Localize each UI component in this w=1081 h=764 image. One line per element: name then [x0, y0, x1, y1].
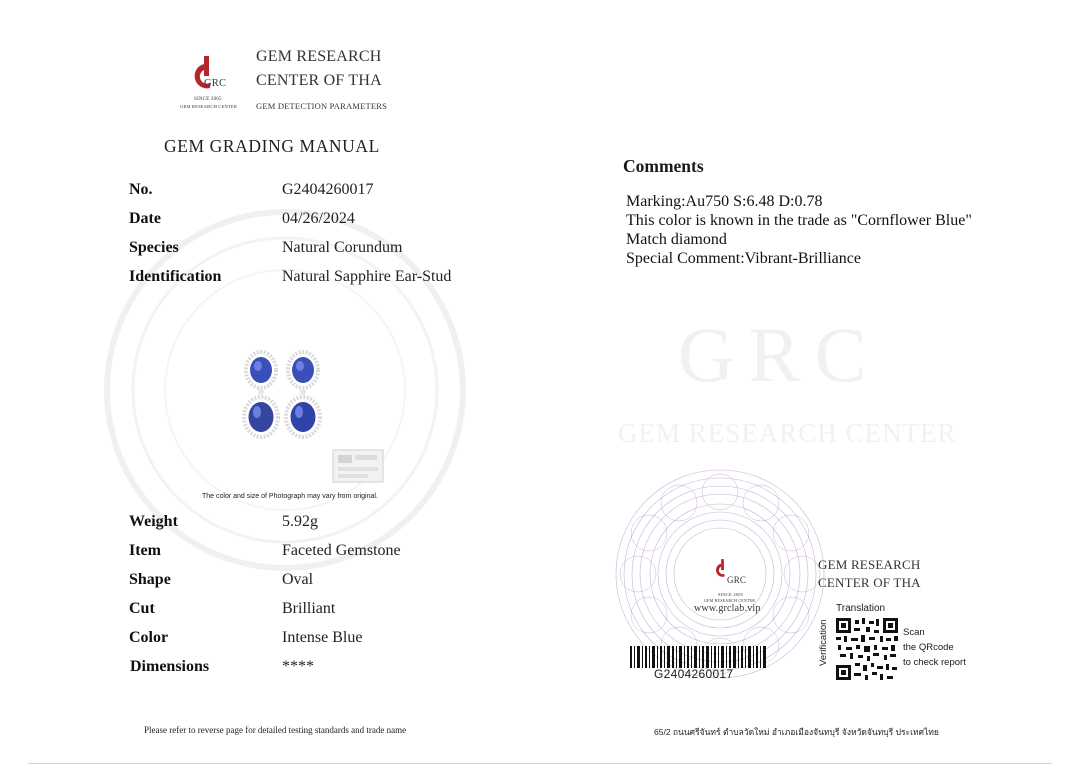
scan-line-1: Scan [903, 627, 925, 638]
footer-left-note: Please refer to reverse page for detailed testing standards and trade name [144, 725, 407, 735]
comment-line-3: Match diamond [626, 231, 727, 248]
label-date: Date [129, 210, 161, 227]
org-subtitle: GEM DETECTION PARAMETERS [256, 101, 388, 111]
org-name-line1: GEM RESEARCH [256, 48, 382, 65]
barcode [630, 646, 766, 668]
label-weight: Weight [129, 513, 178, 530]
seal-logo-center: GEM RESEARCH CENTER [704, 598, 756, 603]
comment-line-2: This color is known in the trade as "Cornflower Blue" [626, 212, 972, 229]
verification-label: Verification [818, 619, 829, 666]
scan-line-2: the QRcode [903, 642, 954, 653]
value-shape: Oval [282, 571, 314, 588]
translation-label: Translation [836, 603, 886, 614]
barcode-number: G2404260017 [654, 667, 734, 681]
value-no: G2404260017 [282, 181, 374, 198]
logo-since: SINCE 2005 [194, 97, 222, 102]
label-no: No. [129, 181, 153, 198]
footer-address: 65/2 ถนนศรีจันทร์ ตำบลวัดใหม่ อำเภอเมืองจันทบุรี จังหวัดจันทบุรี ประเทศไทย [654, 727, 939, 737]
watermark-subtitle: GEM RESEARCH CENTER [618, 418, 957, 448]
label-shape: Shape [129, 571, 171, 588]
watermark-grc: GRC [678, 311, 881, 398]
value-date: 04/26/2024 [282, 210, 355, 227]
seal-logo-letters: GRC [727, 575, 747, 585]
value-item: Faceted Gemstone [282, 542, 401, 559]
org-name-line2: CENTER OF THA [256, 72, 382, 89]
grc-logo-mark [180, 52, 242, 96]
scan-line-3: to check report [903, 657, 966, 668]
comment-line-4: Special Comment:Vibrant-Brilliance [626, 250, 861, 267]
label-item: Item [129, 542, 161, 559]
seal-org-line2: CENTER OF THA [818, 575, 921, 590]
logo-center: GEM RESEARCH CENTER [180, 104, 238, 109]
logo-letters: GRC [204, 78, 227, 89]
value-identification: Natural Sapphire Ear-Stud [282, 268, 452, 285]
grc-logo [180, 52, 242, 112]
comment-line-1: Marking:Au750 S:6.48 D:0.78 [626, 193, 823, 210]
label-species: Species [129, 239, 179, 256]
photo-caption: The color and size of Photograph may vary from original. [202, 493, 378, 500]
value-weight: 5.92g [282, 513, 318, 530]
label-cut: Cut [129, 600, 155, 617]
document-title: GEM GRADING MANUAL [164, 136, 380, 156]
value-cut: Brilliant [282, 600, 336, 617]
label-dimensions: Dimensions [130, 658, 210, 675]
seal-logo-since: SINCE 2005 [718, 592, 744, 597]
value-species: Natural Corundum [282, 239, 403, 256]
label-color: Color [129, 629, 169, 646]
value-color: Intense Blue [282, 629, 363, 646]
gem-photo [205, 325, 385, 490]
seal-org-line1: GEM RESEARCH [818, 557, 921, 572]
comments-title: Comments [623, 156, 704, 176]
label-identification: Identification [129, 268, 222, 285]
earrings-image [205, 325, 385, 490]
value-dimensions: **** [282, 658, 314, 675]
seal-website: www.grclab.vip [694, 603, 761, 614]
qr-code[interactable] [836, 618, 898, 680]
